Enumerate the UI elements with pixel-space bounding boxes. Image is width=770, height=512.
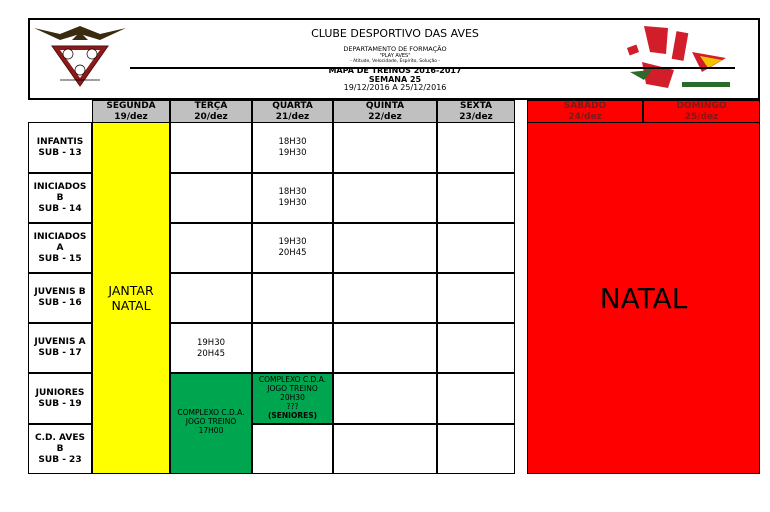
cell-cd-aves-b-quinta (333, 424, 437, 474)
cell-juniores-sexta (437, 373, 515, 424)
map-title: MAPA DE TREINOS 2016-2017 (328, 66, 462, 75)
cell-iniciados-a-quinta (333, 223, 437, 273)
day-header-quinta: QUINTA 22/dez (333, 100, 437, 123)
row-label-infantis: INFANTIS SUB - 13 (28, 122, 92, 173)
cell-infantis-quinta (333, 122, 437, 173)
row-label-juniores: JUNIORES SUB - 19 (28, 373, 92, 424)
cell-cd-aves-b-quarta (252, 424, 333, 474)
day-header-sabado: SÁBADO 24/dez (527, 100, 643, 123)
cell-infantis-sexta (437, 122, 515, 173)
program-motto: - Atitude, Velocidade, Espírito, Solução - (349, 59, 441, 64)
day-header-quarta: QUARTA 21/dez (252, 100, 333, 123)
cell-juvenis-b-sexta (437, 273, 515, 323)
cell-infantis-quarta: 18H30 19H30 (252, 122, 333, 173)
cell-juvenis-b-terca (170, 273, 252, 323)
week-label: SEMANA 25 (368, 75, 422, 84)
row-label-iniciados-a: INICIADOS A SUB - 15 (28, 223, 92, 273)
day-header-sexta: SEXTA 23/dez (437, 100, 515, 123)
cell-iniciados-b-quinta (333, 173, 437, 223)
row-label-juvenis-a: JUVENIS A SUB - 17 (28, 323, 92, 373)
cell-iniciados-b-sexta (437, 173, 515, 223)
day-header-segunda: SEGUNDA 19/dez (92, 100, 170, 123)
cell-juvenis-b-quarta (252, 273, 333, 323)
cell-juvenis-a-terca: 19H30 20H45 (170, 323, 252, 373)
weekend-natal-block: NATAL (527, 122, 760, 474)
program-name: "PLAY AVES" (379, 53, 411, 59)
cell-juniores-quinta (333, 373, 437, 424)
cell-iniciados-a-terca (170, 223, 252, 273)
cell-juvenis-a-quarta (252, 323, 333, 373)
cell-green-terca-jogo-treino: COMPLEXO C.D.A. JOGO TREINO 17H00 (170, 373, 252, 474)
date-range: 19/12/2016 A 25/12/2016 (343, 83, 447, 92)
cell-juvenis-a-quinta (333, 323, 437, 373)
cell-green-quarta-jogo-treino: COMPLEXO C.D.A. JOGO TREINO 20H30 ??? (SENIORES) (252, 373, 333, 424)
day-header-terca: TERÇA 20/dez (170, 100, 252, 123)
cell-iniciados-a-quarta: 19H30 20H45 (252, 223, 333, 273)
club-name: CLUBE DESPORTIVO DAS AVES (311, 27, 479, 40)
club-crest-logo (30, 20, 130, 88)
row-label-cd-aves-b: C.D. AVES B SUB - 23 (28, 424, 92, 474)
cell-iniciados-b-quarta: 18H30 19H30 (252, 173, 333, 223)
cell-juvenis-a-sexta (437, 323, 515, 373)
cell-cd-aves-b-sexta (437, 424, 515, 474)
play-aves-logo (622, 22, 736, 92)
header-rule-right (620, 67, 735, 69)
department-name: DEPARTAMENTO DE FORMAÇÃO (343, 45, 447, 53)
row-label-juvenis-b: JUVENIS B SUB - 16 (28, 273, 92, 323)
day-header-domingo: DOMINGO 25/dez (643, 100, 760, 123)
cell-iniciados-a-sexta (437, 223, 515, 273)
row-label-iniciados-b: INICIADOS B SUB - 14 (28, 173, 92, 223)
cell-iniciados-b-terca (170, 173, 252, 223)
cell-juvenis-b-quinta (333, 273, 437, 323)
segunda-jantar-natal-block: JANTAR NATAL (92, 122, 170, 474)
cell-infantis-terca (170, 122, 252, 173)
